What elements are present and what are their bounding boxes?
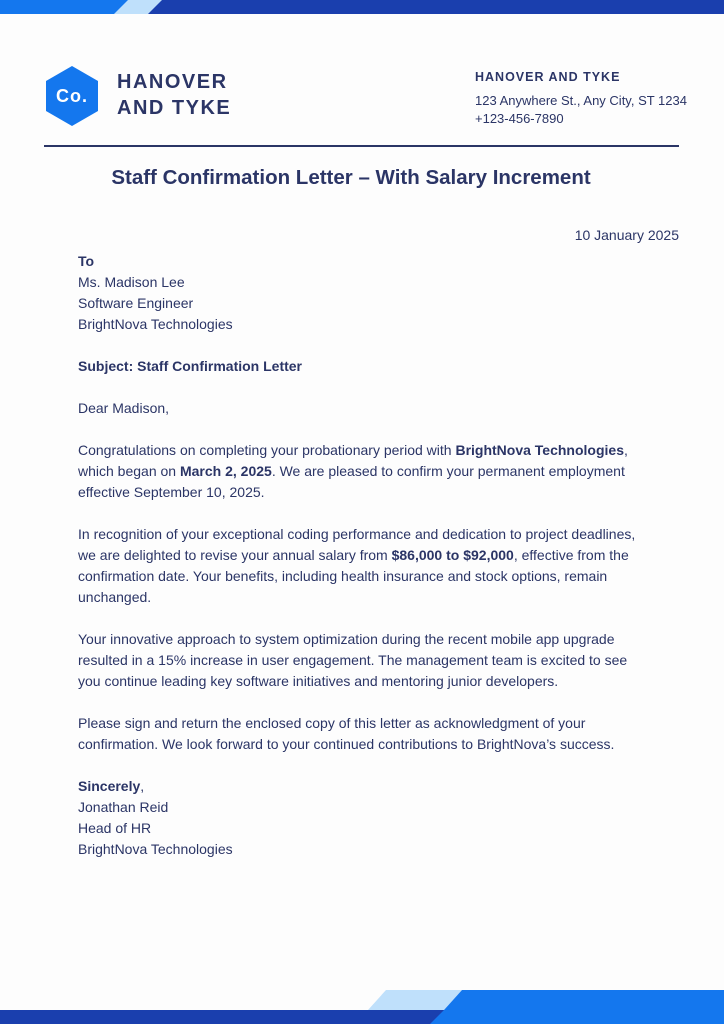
p1-text-2: , which began on: [78, 442, 628, 479]
logo-text: Co.: [56, 85, 88, 106]
p1-text-1: Congratulations on completing your probationary period with: [78, 442, 456, 458]
closing-line: [78, 776, 648, 797]
p1-bold-company: BrightNova Technologies: [455, 442, 624, 458]
brand-line-1: HANOVER: [117, 71, 228, 93]
company-phone: +123-456-7890: [475, 111, 564, 126]
signature-block: [78, 776, 648, 860]
recipient-name: Ms. Madison Lee: [78, 274, 185, 290]
brand-line-2: AND TYKE: [117, 97, 232, 119]
company-logo: [44, 64, 100, 128]
greeting: Dear Madison,: [78, 400, 170, 416]
header-divider: [44, 145, 679, 147]
paragraph-2: [78, 524, 648, 608]
recipient-title: Software Engineer: [78, 295, 194, 311]
recipient-block: [78, 251, 648, 335]
signer-title: Head of HR: [78, 820, 152, 836]
p2-text-1: In recognition of your exceptional coding performance and dedication to project deadlines, we are delighted to revise your annual salary from: [78, 526, 636, 563]
p1-bold-date: March 2, 2025: [179, 463, 272, 479]
p2-bold-salary: $86,000 to $92,000: [391, 547, 514, 563]
paragraph-1: [78, 440, 648, 503]
top-decorative-band: [0, 0, 724, 14]
signer-company: BrightNova Technologies: [78, 841, 233, 857]
bottom-decorative-band: [0, 990, 724, 1024]
subject-line: Subject: Staff Confirmation Letter: [78, 358, 303, 374]
paragraph-3: Your innovative approach to system optimization during the recent mobile app upgrade resulted in a 15% increase in user engagement. The management team is excited to see you continue leading key software initiatives and mentoring junior developers.: [78, 631, 628, 689]
closing-punct: ,: [140, 778, 145, 794]
letter-title: Staff Confirmation Letter – With Salary Increment: [111, 166, 591, 189]
p2-text-2: , effective from the confirmation date. Your benefits, including health insurance and stock options, remain unchanged.: [78, 547, 629, 605]
brand-name: [117, 69, 231, 121]
recipient-company: BrightNova Technologies: [78, 316, 233, 332]
company-contact: [475, 68, 687, 128]
signer-name: Jonathan Reid: [78, 799, 169, 815]
paragraph-4: Please sign and return the enclosed copy of this letter as acknowledgment of your confirmation. We look forward to your continued contributions to BrightNova’s success.: [78, 715, 615, 752]
letter-date: 10 January 2025: [574, 227, 679, 243]
to-label: To: [78, 253, 95, 269]
p1-text-3: . We are pleased to confirm your permanent employment effective September 10, 2025.: [78, 463, 625, 500]
closing-word: Sincerely: [78, 778, 141, 794]
company-address: 123 Anywhere St., Any City, ST 1234: [475, 93, 687, 108]
company-name: HANOVER AND TYKE: [475, 70, 621, 84]
